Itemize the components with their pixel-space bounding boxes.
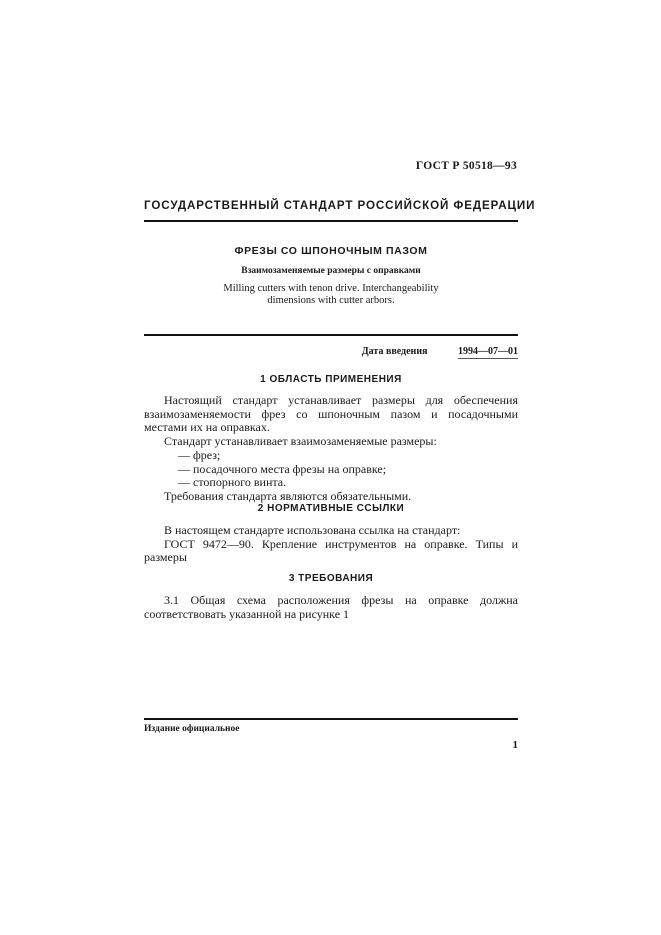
section-2-paragraph-1: В настоящем стандарте использована ссылка на стандарт: xyxy=(164,523,461,537)
section-1-paragraph-3: Требования стандарта являются обязательными. xyxy=(164,488,412,503)
section-1-heading: 1 ОБЛАСТЬ ПРИМЕНЕНИЯ xyxy=(260,374,402,385)
intro-date-value: 1994—07—01 xyxy=(458,346,518,357)
document-code: ГОСТ Р 50518—93 xyxy=(415,160,517,172)
english-title-line2: dimensions with cutter arbors. xyxy=(267,295,395,306)
section-1-paragraph-2: Стандарт устанавливает взаимозаменяемые размеры: xyxy=(164,434,437,449)
section-3-paragraph-1: 3.1 Общая схема расположения фрезы на оправке должна соответствовать указанной на рисунке 1 xyxy=(144,593,518,621)
intro-date-label: Дата введения xyxy=(361,346,428,357)
state-standard-title: ГОСУДАРСТВЕННЫЙ СТАНДАРТ РОССИЙСКОЙ ФЕДЕРАЦИИ xyxy=(144,199,536,212)
header-divider xyxy=(144,220,518,222)
section-3-body xyxy=(144,594,518,621)
section-1-list-item: — стопорного винта. xyxy=(178,475,287,490)
section-2-heading: 2 НОРМАТИВНЫЕ ССЫЛКИ xyxy=(257,503,405,514)
english-title xyxy=(144,283,518,307)
introduction-date xyxy=(144,346,518,357)
section-3-heading: 3 ТРЕБОВАНИЯ xyxy=(288,573,374,584)
footer-divider xyxy=(144,718,518,720)
english-title-line1: Milling cutters with tenon drive. Interchangeability xyxy=(223,283,439,294)
section-2-body xyxy=(144,524,518,565)
section-1-list-item: — посадочного места фрезы на оправке; xyxy=(178,461,387,476)
section-1-body xyxy=(144,394,518,504)
title-divider xyxy=(144,334,518,336)
section-2-paragraph-2: ГОСТ 9472—90. Крепление инструментов на оправке. Типы и размеры xyxy=(144,536,518,565)
document-title: ФРЕЗЫ СО ШПОНОЧНЫМ ПАЗОМ xyxy=(234,245,428,257)
section-1-paragraph-1: Настоящий стандарт устанавливает размеры для обеспечения взаимозаменяемости фрез со шпоночным пазом и посадочными местами их на оправках. xyxy=(144,393,518,435)
section-1-list-item: — фрез; xyxy=(178,447,221,462)
document-subtitle: Взаимозаменяемые размеры с оправками xyxy=(241,266,421,276)
official-edition-label: Издание официальное xyxy=(144,724,240,734)
page-number: 1 xyxy=(512,739,518,751)
